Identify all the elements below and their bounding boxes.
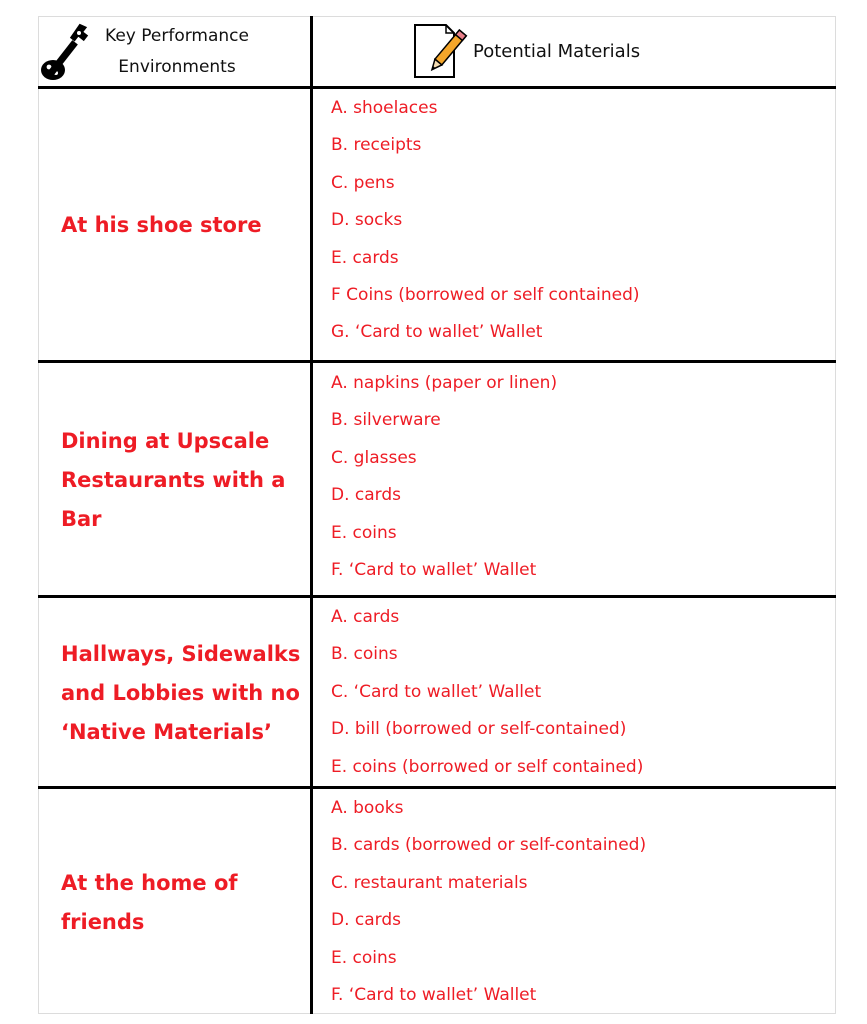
row-1-materials xyxy=(331,90,640,352)
list-item: B. silverware xyxy=(331,410,441,431)
list-item: C. ‘Card to wallet’ Wallet xyxy=(331,681,542,702)
list-item: B. receipts xyxy=(331,135,422,156)
list-item: D. bill (borrowed or self-contained) xyxy=(331,719,627,740)
row-2-environment xyxy=(61,422,301,539)
row-4-environment xyxy=(61,864,301,942)
list-item: A. books xyxy=(331,798,404,818)
row-2-env-line: Dining at Upscale xyxy=(61,429,270,453)
column-divider xyxy=(310,16,313,1014)
row-divider xyxy=(38,786,836,789)
list-item: F Coins (borrowed or self contained) xyxy=(331,284,640,305)
row-4-env-line: At the home of xyxy=(61,871,238,895)
list-item: C. glasses xyxy=(331,447,417,468)
row-divider xyxy=(38,595,836,598)
list-item: D. cards xyxy=(331,910,402,931)
list-item: F. ‘Card to wallet’ Wallet xyxy=(331,559,537,580)
header-materials xyxy=(313,16,836,86)
list-item: A. napkins (paper or linen) xyxy=(331,373,558,393)
list-item: A. cards xyxy=(331,607,400,627)
header-materials-title: Potential Materials xyxy=(473,41,641,62)
list-item: B. coins xyxy=(331,644,398,665)
list-item: B. cards (borrowed or self-contained) xyxy=(331,835,647,856)
row-divider xyxy=(38,86,836,89)
row-3-materials xyxy=(331,599,643,786)
row-3-env-line: Hallways, Sidewalks xyxy=(61,642,301,666)
header-environments-line2: Environments xyxy=(118,57,236,77)
list-item: G. ‘Card to wallet’ Wallet xyxy=(331,322,543,343)
list-item: D. cards xyxy=(331,485,402,506)
header-environments xyxy=(38,16,310,86)
list-item: D. socks xyxy=(331,210,403,231)
row-3-env-line: and Lobbies with no xyxy=(61,681,300,705)
list-item: C. restaurant materials xyxy=(331,872,528,893)
row-2-materials xyxy=(331,365,557,589)
list-item: E. coins (borrowed or self contained) xyxy=(331,756,644,777)
row-4-materials xyxy=(331,790,646,1014)
row-2-env-line: Restaurants with a xyxy=(61,468,286,492)
list-item: F. ‘Card to wallet’ Wallet xyxy=(331,984,537,1005)
row-3-env-line: ‘Native Materials’ xyxy=(61,720,272,744)
row-2-env-line: Bar xyxy=(61,507,102,531)
row-3-environment xyxy=(61,635,301,752)
row-1-env-line: At his shoe store xyxy=(61,213,262,237)
list-item: C. pens xyxy=(331,172,395,193)
list-item: E. cards xyxy=(331,247,399,268)
list-item: E. coins xyxy=(331,947,397,968)
row-1-environment xyxy=(61,206,301,245)
row-divider xyxy=(38,360,836,363)
paper-pencil-icon xyxy=(410,21,468,81)
list-item: E. coins xyxy=(331,522,397,543)
row-4-env-line: friends xyxy=(61,910,145,934)
header-environments-line1: Key Performance xyxy=(105,26,249,46)
list-item: A. shoelaces xyxy=(331,98,438,118)
